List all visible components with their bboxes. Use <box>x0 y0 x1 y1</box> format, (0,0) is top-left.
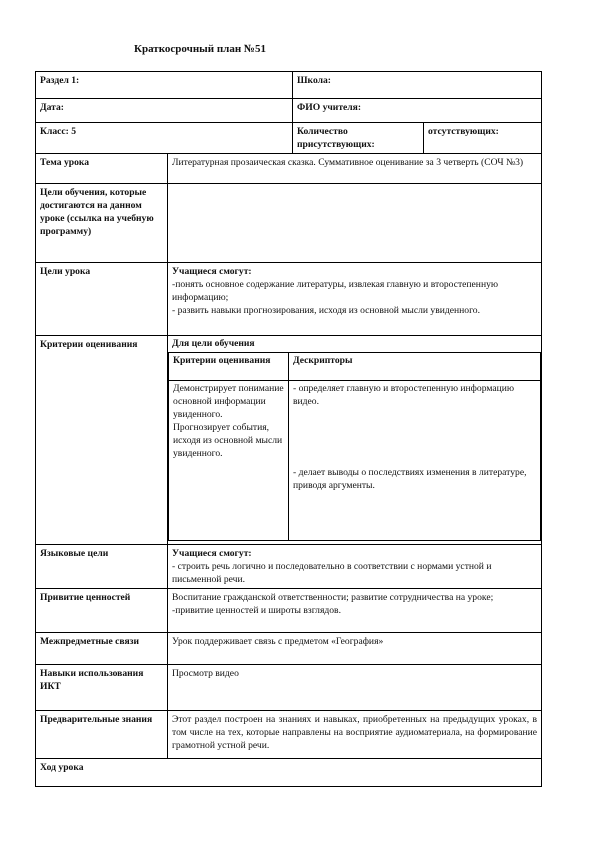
language-goals-text: - строить речь логично и последовательно в соответствии с нормами устной и письменной речи. <box>172 561 492 586</box>
row-cross-curricular <box>36 633 542 665</box>
values-line-2: -привитие ценностей и широты взглядов. <box>172 605 341 617</box>
section-label: Раздел 1: <box>36 72 293 99</box>
row-topic <box>36 154 542 184</box>
learning-goals-value <box>168 184 542 263</box>
absent-label: отсутствующих: <box>424 123 542 154</box>
row-learning-goals <box>36 184 542 263</box>
lesson-flow-label: Ход урока <box>36 759 542 787</box>
criteria-cell <box>168 336 542 545</box>
values-line-1: Воспитание гражданской ответственности; развитие сотрудничества на уроке; <box>172 592 494 604</box>
topic-label: Тема урока <box>36 154 168 184</box>
row-criteria <box>36 336 542 545</box>
class-label: Класс: 5 <box>36 123 293 154</box>
language-goals-label: Языковые цели <box>36 545 168 589</box>
row-lesson-goals <box>36 263 542 336</box>
values-cell <box>168 589 542 633</box>
criteria-inner-table <box>168 352 541 541</box>
criteria-header-row <box>169 353 541 381</box>
lesson-goals-heading: Учащиеся смогут: <box>172 266 252 278</box>
date-label: Дата: <box>36 99 293 123</box>
criteria-text-1: Демонстрирует понимание основной информации увиденного. <box>173 383 284 421</box>
lesson-plan-table <box>35 71 542 787</box>
prior-knowledge-value: Этот раздел построен на знаниях и навыках, приобретенных на предыдущих уроках, в том числе на тех, которые направлены на восприятие аудиоматериала, на формирование грамотной устной речи. <box>168 711 542 759</box>
criteria-label: Критерии оценивания <box>36 336 168 545</box>
row-ict <box>36 665 542 711</box>
school-label: Школа: <box>293 72 542 99</box>
descriptor-2: - делает выводы о последствиях изменения в литературе, приводя аргументы. <box>293 467 527 492</box>
language-goals-heading: Учащиеся смогут: <box>172 548 252 560</box>
row-lesson-flow <box>36 759 542 787</box>
criteria-subheading: Для цели обучения <box>172 338 255 350</box>
values-label: Привитие ценностей <box>36 589 168 633</box>
present-label: Количество присутствующих: <box>293 123 424 154</box>
learning-goals-label: Цели обучения, которые достигаются на данном уроке (ссылка на учебную программу) <box>36 184 168 263</box>
row-date <box>36 99 542 123</box>
lesson-goals-cell <box>168 263 542 336</box>
criteria-body-row <box>169 381 541 541</box>
row-prior-knowledge <box>36 711 542 759</box>
ict-value: Просмотр видео <box>168 665 542 711</box>
teacher-label: ФИО учителя: <box>293 99 542 123</box>
lesson-goal-1: -понять основное содержание литературы, извлекая главную и второстепенную информацию; <box>172 279 499 304</box>
cross-curricular-value: Урок поддерживает связь с предметом «География» <box>168 633 542 665</box>
ict-label: Навыки использования ИКТ <box>36 665 168 711</box>
topic-value: Литературная прозаическая сказка. Суммативное оценивание за 3 четверть (СОЧ №3) <box>168 154 542 184</box>
criteria-col-header: Критерии оценивания <box>169 353 289 381</box>
row-section <box>36 72 542 99</box>
criteria-text-2: Прогнозирует события, исходя из основной мысли увиденного. <box>173 422 283 460</box>
row-values <box>36 589 542 633</box>
criteria-text-cell <box>169 381 289 541</box>
page-title: Краткосрочный план №51 <box>134 43 266 55</box>
lesson-goals-label: Цели урока <box>36 263 168 336</box>
language-goals-cell <box>168 545 542 589</box>
descriptor-1: - определяет главную и второстепенную информацию видео. <box>293 383 515 408</box>
row-language-goals <box>36 545 542 589</box>
lesson-goal-2: - развить навыки прогнозирования, исходя из основной мысли увиденного. <box>172 305 480 317</box>
descriptors-cell <box>289 381 541 541</box>
descriptor-gap <box>293 408 536 466</box>
cross-curricular-label: Межпредметные связи <box>36 633 168 665</box>
descriptors-col-header: Дескрипторы <box>289 353 541 381</box>
row-class <box>36 123 542 154</box>
prior-knowledge-label: Предварительные знания <box>36 711 168 759</box>
